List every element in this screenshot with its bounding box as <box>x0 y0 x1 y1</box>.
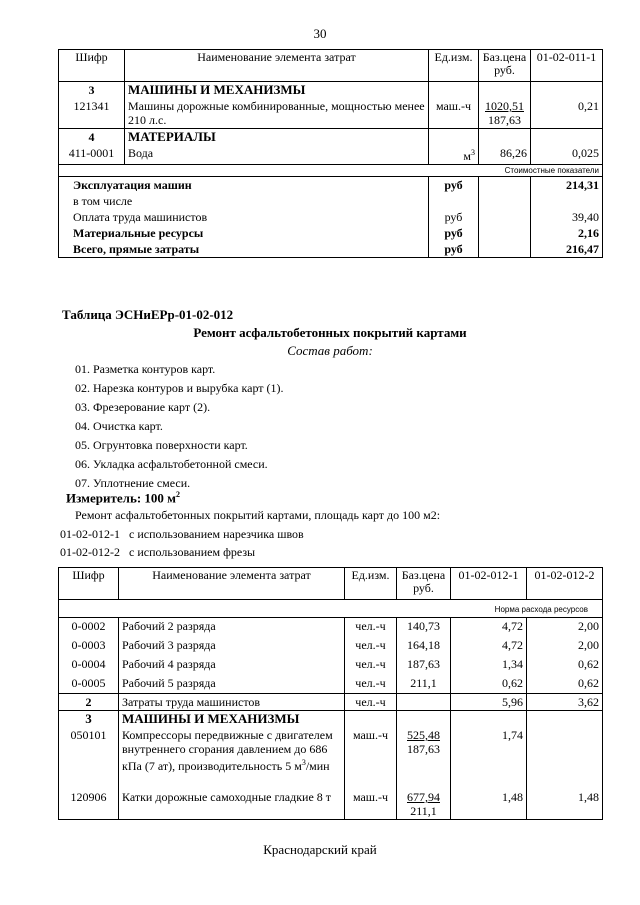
header-price: Баз.цена руб. <box>397 568 451 600</box>
header-norm-2: 01-02-012-2 <box>527 568 603 600</box>
table-row <box>59 618 603 637</box>
header-price: Баз.цена руб. <box>479 50 531 82</box>
resource-table-01-02-012 <box>58 567 603 820</box>
summary-unit: руб <box>429 241 479 258</box>
resource-price: 525,48 187,63 <box>397 727 451 789</box>
summary-row <box>59 193 603 209</box>
summary-label: Оплата труда машинистов <box>59 209 429 225</box>
resource-unit: чел.-ч <box>345 618 397 637</box>
resource-price: 86,26 <box>479 145 531 165</box>
page-number: 30 <box>313 26 327 41</box>
resource-value: 0,21 <box>578 99 599 113</box>
list-item: 04. Очистка карт. <box>75 419 163 433</box>
header-code: Шифр <box>59 568 119 600</box>
labor-row <box>59 694 603 711</box>
list-item: 02. Нарезка контуров и вырубка карт (1). <box>75 381 284 395</box>
resource-code: 121341 <box>59 98 125 129</box>
group-title: МАТЕРИАЛЫ <box>125 129 429 146</box>
measure-label: Измеритель: 100 $м^2$ <box>66 490 181 506</box>
table-label: Таблица ЭСНиЕРр-01-02-012 <box>62 307 234 322</box>
norm-value-1: 4,72 <box>451 637 527 656</box>
variant-item: 01-02-012-1 с использованием нарезчика швов <box>60 527 304 541</box>
resource-name: Катки дорожные самоходные гладкие 8 т <box>119 789 345 820</box>
resource-unit: маш.-ч <box>429 98 479 129</box>
table-header-row <box>59 568 603 600</box>
norm-value-2: 2,00 <box>578 619 599 633</box>
norm-value-1: 5,96 <box>451 694 527 711</box>
summary-value: 39,40 <box>572 210 599 224</box>
table-header-row <box>59 50 603 82</box>
summary-row <box>59 225 603 241</box>
header-name: Наименование элемента затрат <box>125 50 429 82</box>
resource-price: 211,1 <box>397 675 451 694</box>
list-item: 05. Огрунтовка поверхности карт. <box>75 438 248 452</box>
table-row <box>59 675 603 694</box>
resource-name: Рабочий 4 разряда <box>119 656 345 675</box>
resource-code: 0-0002 <box>59 618 119 637</box>
section-subtitle: Состав работ: <box>287 343 373 358</box>
resource-name: Рабочий 5 разряда <box>119 675 345 694</box>
resource-unit: чел.-ч <box>345 675 397 694</box>
resource-unit: чел.-ч <box>345 637 397 656</box>
list-item: 07. Уплотнение смеси. <box>75 476 191 490</box>
resource-value: 0,025 <box>572 146 599 160</box>
resource-price: 677,94 211,1 <box>397 789 451 820</box>
summary-label: Всего, прямые затраты <box>59 241 429 258</box>
resource-name: Машины дорожные комбинированные, мощностью менее 210 л.с. <box>125 98 429 129</box>
summary-row <box>59 241 603 258</box>
summary-value: 214,31 <box>566 178 599 192</box>
table-row <box>59 656 603 675</box>
resource-table-01-02-011 <box>58 49 603 258</box>
resource-code: 120906 <box>59 789 119 820</box>
summary-row <box>59 177 603 194</box>
norm-value-1: 4,72 <box>451 618 527 637</box>
resource-price: 164,18 <box>397 637 451 656</box>
norm-value-2: 0,62 <box>578 675 599 690</box>
resource-code: 411-0001 <box>59 145 125 165</box>
summary-value: 2,16 <box>578 226 599 240</box>
resource-price: 187,63 <box>397 656 451 675</box>
group-number: 4 <box>59 129 125 146</box>
work-steps-list <box>75 360 284 493</box>
resource-price: 1020,51 187,63 <box>479 98 531 129</box>
measure-description: Ремонт асфальтобетонных покрытий картами, площадь карт до 100 м2: <box>75 508 441 522</box>
resource-code: 0-0005 <box>59 675 119 694</box>
resource-name: Вода <box>125 145 429 165</box>
summary-label: Эксплуатация машин <box>59 177 429 194</box>
resource-unit: маш.-ч <box>345 727 397 789</box>
resource-name: Рабочий 3 разряда <box>119 637 345 656</box>
section-title: Ремонт асфальтобетонных покрытий картами <box>193 325 467 340</box>
group-title: МАШИНЫ И МЕХАНИЗМЫ <box>125 82 429 99</box>
cost-indicators-label: Стоимостные показатели <box>504 166 599 175</box>
group-row <box>59 711 603 728</box>
list-item: 06. Укладка асфальтобетонной смеси. <box>75 457 268 471</box>
summary-row <box>59 209 603 225</box>
norm-value-2: 3,62 <box>578 695 599 709</box>
header-norm: 01-02-011-1 <box>531 50 603 82</box>
summary-value: 216,47 <box>566 242 599 256</box>
resource-code: 0-0004 <box>59 656 119 675</box>
norm-label: Норма расхода ресурсов <box>494 605 588 614</box>
cost-indicators-row <box>59 165 603 177</box>
group-number: 3 <box>59 82 125 99</box>
table-row <box>59 145 603 165</box>
labor-number: 2 <box>59 694 119 711</box>
norm-value-2: 1,48 <box>578 790 599 804</box>
summary-unit: руб <box>429 177 479 194</box>
page-footer: Краснодарский край <box>263 842 377 857</box>
summary-unit: руб <box>429 209 479 225</box>
table-row <box>59 98 603 129</box>
norm-value-1: 1,34 <box>451 656 527 675</box>
resource-code: 0-0003 <box>59 637 119 656</box>
resource-name: Рабочий 2 разряда <box>119 618 345 637</box>
header-unit: Ед.изм. <box>429 50 479 82</box>
labor-name: Затраты труда машинистов <box>119 694 345 711</box>
list-item: 01. Разметка контуров карт. <box>75 362 216 376</box>
norm-value-1: 1,48 <box>451 789 527 820</box>
list-item: 03. Фрезерование карт (2). <box>75 400 211 414</box>
table-row <box>59 789 603 820</box>
resource-name: Компрессоры передвижные с двигателем внутреннего сгорания давлением до 686 кПа (7 ат), производительность 5 $м^3$/мин <box>119 727 345 789</box>
summary-unit: руб <box>429 225 479 241</box>
resource-unit: чел.-ч <box>345 656 397 675</box>
norm-value-2 <box>527 727 603 789</box>
norm-label-row <box>59 600 603 618</box>
summary-label: в том числе <box>59 193 429 209</box>
norm-value-2: 2,00 <box>578 637 599 652</box>
group-row <box>59 82 603 99</box>
table-row <box>59 637 603 656</box>
header-norm-1: 01-02-012-1 <box>451 568 527 600</box>
resource-price: 140,73 <box>397 618 451 637</box>
summary-label: Материальные ресурсы <box>59 225 429 241</box>
header-unit: Ед.изм. <box>345 568 397 600</box>
variant-item: 01-02-012-2 с использованием фрезы <box>60 545 256 559</box>
resource-unit: $м^3$ <box>429 145 479 165</box>
group-number: 3 <box>59 711 119 728</box>
norm-value-1: 1,74 <box>451 727 527 789</box>
table-row <box>59 727 603 789</box>
header-code: Шифр <box>59 50 125 82</box>
header-name: Наименование элемента затрат <box>119 568 345 600</box>
group-row <box>59 129 603 146</box>
resource-unit: маш.-ч <box>345 789 397 820</box>
labor-unit: чел.-ч <box>345 694 397 711</box>
resource-code: 050101 <box>59 727 119 789</box>
norm-value-2: 0,62 <box>578 656 599 671</box>
norm-value-1: 0,62 <box>451 675 527 694</box>
group-title: МАШИНЫ И МЕХАНИЗМЫ <box>119 711 345 728</box>
